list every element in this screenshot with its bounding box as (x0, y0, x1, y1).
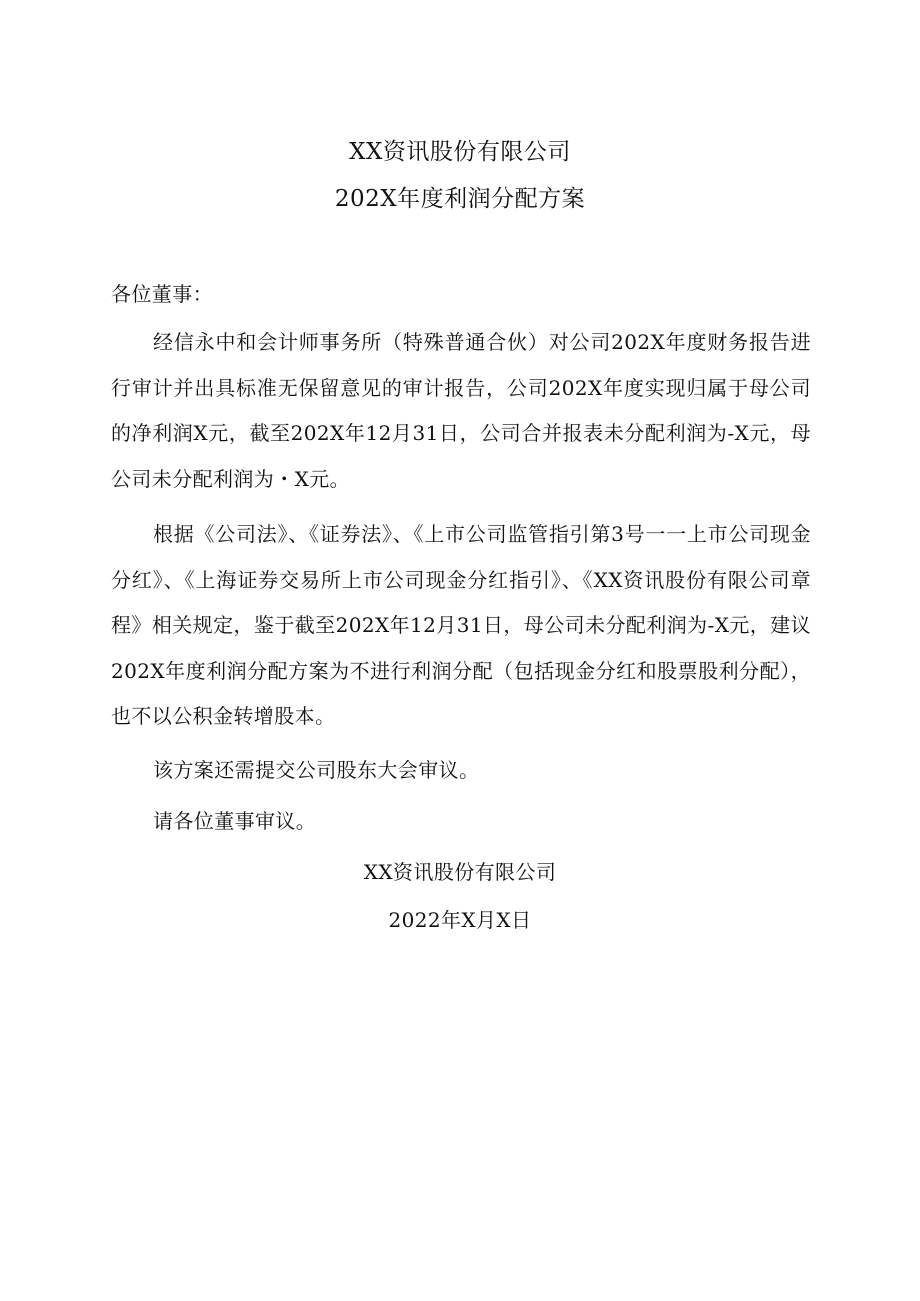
paragraph-shareholder-review: 该方案还需提交公司股东大会审议。 (153, 758, 480, 782)
paragraph-director-review: 请各位董事审议。 (153, 809, 317, 833)
salutation: 各位董事： (111, 282, 213, 306)
document-title-company: XX资讯股份有限公司 (349, 139, 571, 165)
paragraph-proposal: 根据《公司法》、《证券法》、《上市公司监管指引第3号一一上市公司现金分红》、《上海证券交易所上市公司现金分红指引》、《XX资讯股份有限公司章程》相关规定，鉴于截至202X年12月31日，母公司未分配利润为-X元，建议202X年度利润分配方案为不进行利润分配（包括现金分红和股票股利分配），也不以公积金转增股本。 (111, 522, 811, 728)
signature-date: 2022年X月X日 (388, 908, 532, 932)
signature-company: XX资讯股份有限公司 (363, 860, 557, 884)
paragraph-audit: 经信永中和会计师事务所（特殊普通合伙）对公司202X年度财务报告进行审计并出具标准无保留意见的审计报告，公司202X年度实现归属于母公司的净利润X元，截至202X年12月31日，公司合并报表未分配利润为-X元，母公司未分配利润为・X元。 (111, 330, 811, 491)
document-title-plan: 202X年度利润分配方案 (334, 186, 586, 212)
